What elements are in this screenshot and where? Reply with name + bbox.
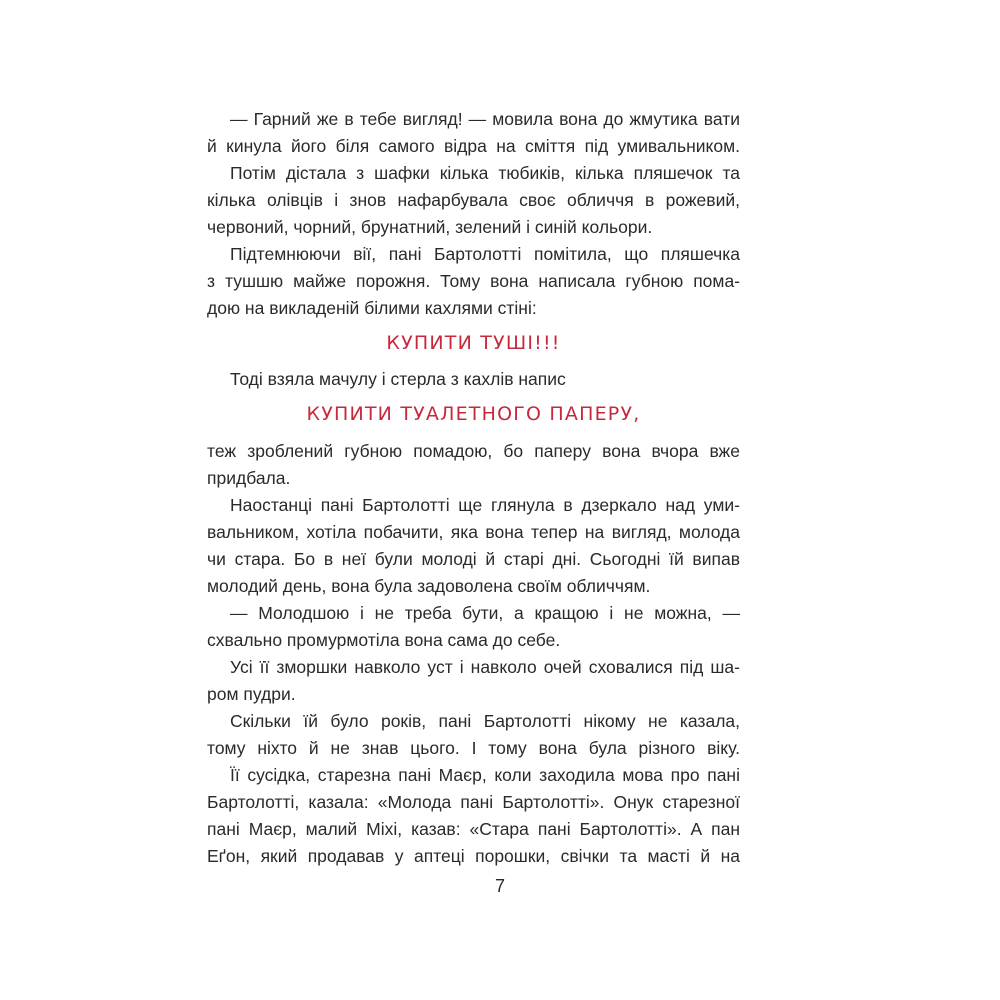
text-line: Потім дістала з шафки кілька тюбиків, кілька пляшечок та	[230, 163, 740, 183]
text-line: Підтемнюючи вії, пані Бартолотті помітила, що пляшечка	[230, 244, 740, 264]
text-line: червоний, чорний, брунатний, зелений і синій кольори.	[207, 217, 653, 237]
text-line: Скільки їй було років, пані Бартолотті нікому не казала,	[230, 711, 740, 731]
text-line: пані Маєр, малий Міхі, казав: «Стара пані Бартолотті». А пан	[207, 819, 740, 839]
text-line: й кинула його біля самого відра на сміття під умивальником.	[207, 136, 740, 156]
text-line: кілька олівців і знов нафарбувала своє обличчя в рожевий,	[207, 190, 740, 210]
text-line: — Молодшою і не треба бути, а кращою і не можна, —	[230, 603, 740, 623]
highlighted-note: КУПИТИ ТУАЛЕТНОГО ПАПЕРУ,	[306, 403, 641, 425]
text-line: Усі її зморшки навколо уст і навколо очей сховалися під ша-	[230, 657, 740, 677]
text-line: Еґон, який продавав у аптеці порошки, свічки та масті й на	[207, 846, 740, 866]
page-number: 7	[494, 876, 505, 896]
text-line: схвально промурмотіла вона сама до себе.	[207, 630, 561, 650]
text-line: вальником, хотіла побачити, яка вона тепер на вигляд, молода	[207, 522, 740, 542]
text-line: ром пудри.	[207, 684, 296, 704]
text-line: з тушшю майже порожня. Тому вона написала губною пома-	[207, 271, 740, 291]
text-line: тому ніхто й не знав цього. І тому вона була різного віку.	[207, 738, 740, 758]
text-line: Тоді взяла мачулу і стерла з кахлів напис	[230, 369, 566, 389]
text-line: дою на викладеній білими кахлями стіні:	[207, 298, 537, 318]
text-line: Бартолотті, казала: «Молода пані Бартолотті». Онук старезної	[207, 792, 740, 812]
text-line: — Гарний же в тебе вигляд! — мовила вона до жмутика вати	[230, 109, 740, 129]
text-line: молодий день, вона була задоволена своїм обличчям.	[207, 576, 651, 596]
highlighted-note: КУПИТИ ТУШІ!!!	[386, 332, 561, 354]
text-line: теж зроблений губною помадою, бо паперу вона вчора вже	[207, 441, 740, 461]
text-line: Її сусідка, старезна пані Маєр, коли заходила мова про пані	[230, 765, 740, 785]
text-line: Наостанці пані Бартолотті ще глянула в дзеркало над уми-	[230, 495, 740, 515]
text-line: придбала.	[207, 468, 291, 488]
text-line: чи стара. Бо в неї були молоді й старі дні. Сьогодні їй випав	[207, 549, 740, 569]
